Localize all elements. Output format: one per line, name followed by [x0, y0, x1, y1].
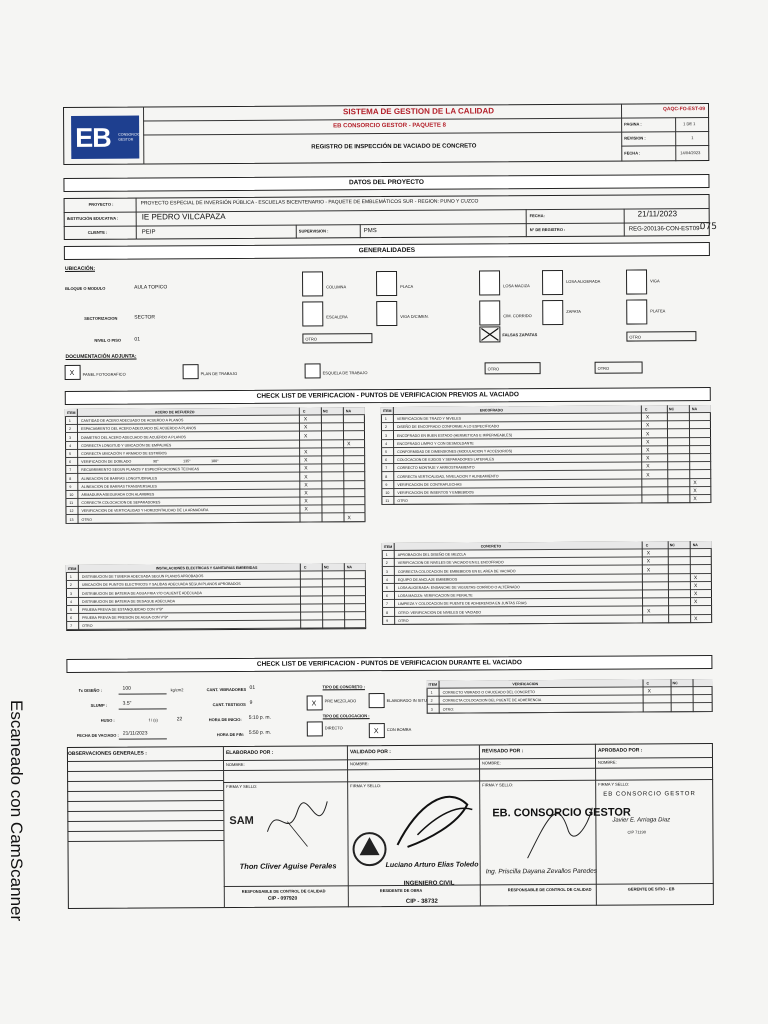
- row-number: 3: [69, 591, 72, 596]
- checkbox-falsas-zapatas[interactable]: [479, 326, 500, 342]
- mark-na[interactable]: X: [693, 583, 698, 590]
- section-checklist-previo: CHECK LIST DE VERIFICACION - PUNTOS DE VERIFICACION PREVIOS AL VACIADO: [65, 387, 711, 405]
- row-number: 7: [386, 602, 389, 607]
- table-encofrado: [381, 405, 712, 505]
- supervision-label: SUPERVISION :: [298, 228, 329, 234]
- row-description: ALINEACION DE BARRAS TRANSVERSALES: [81, 484, 157, 489]
- mark-c[interactable]: X: [646, 447, 650, 454]
- mark-c[interactable]: X: [645, 414, 650, 421]
- row-description: DISEÑO DE ENCOFRADO CONFORME A LO ESPECIFICADO: [396, 424, 500, 430]
- row-number: 3: [69, 435, 72, 440]
- row-description: ESPACIAMIENTO DEL ACERO ADECUADO DE ACUERDO A PLANOS: [80, 426, 197, 432]
- row-number: 5: [385, 450, 388, 455]
- vaciado-date-label: FECHA DE VACIADO :: [76, 732, 119, 738]
- row-description: OTRO: [397, 499, 408, 504]
- hora-inicio-value: 5:10 p. m.: [248, 714, 271, 721]
- stamp2-title: INGENIERO CIVIL: [403, 880, 455, 887]
- row-description: EQUIPO DE ANCLAJE EMBEBIDOS: [397, 577, 458, 582]
- row-description: VERIFICACION DE TRAZO Y NIVELES: [396, 416, 462, 422]
- mark-na[interactable]: X: [693, 496, 697, 503]
- label-zapata: ZAPATA: [566, 308, 581, 314]
- row-description: CORRECTA UBICACIÓN Y ARMADO DE ESTRIBOS: [81, 451, 167, 456]
- nc-header: NC: [323, 565, 330, 570]
- checkbox-losa-aligerada[interactable]: [542, 270, 563, 295]
- column-divider: [643, 679, 644, 712]
- row-number: 6: [70, 616, 73, 621]
- label-placa: PLACA: [400, 283, 414, 289]
- checkbox-elaborado-in-situ[interactable]: [369, 693, 385, 708]
- row-description: CORRECTA COLOCACION DEL PUENTE DE ADHERENCIA: [442, 698, 542, 704]
- registro-handwritten: 075: [699, 222, 717, 233]
- tipo-colocacion-label: TIPO DE COLOCACION :: [322, 713, 370, 719]
- label-losa-aligerada: LOSA ALIGERADA: [566, 278, 601, 284]
- project-date-value: 21/11/2023: [637, 209, 678, 219]
- mark-na[interactable]: X: [693, 479, 697, 486]
- firma-label-1: FIRMA Y SELLO:: [226, 783, 258, 790]
- row-number: 10: [385, 491, 390, 496]
- title-header: ACERO DE REFUERZO: [154, 410, 195, 415]
- mark-c[interactable]: X: [304, 482, 308, 489]
- checkbox-cim-corrido[interactable]: [479, 300, 500, 325]
- checkbox-escalera[interactable]: [302, 301, 323, 326]
- nc-header: NC: [668, 407, 675, 412]
- row-description: CORRECTA COLOCACION DE SEPARADORES: [81, 500, 161, 506]
- section-checklist-durante: CHECK LIST DE VERIFICACION - PUNTOS DE VERIFICACION DURANTE EL VACIADO: [66, 655, 712, 673]
- row-number: 7: [69, 468, 72, 473]
- mark-c[interactable]: X: [304, 474, 308, 481]
- header-date-label: FECHA :: [624, 150, 641, 156]
- proyecto-value: PROYECTO ESPECIAL DE INVERSIÓN PÚBLICA - ESCUELAS BICENTENARIO - PAQUETE DE EMBLEMÁTICOS SUR - REGION: PUNO Y CUZCO: [140, 198, 479, 207]
- na-header: NA: [346, 565, 353, 570]
- c-header: C: [646, 681, 650, 686]
- row-description: CORRECTA VERTICALIDAD, NIVELACION Y ALINEAMIENTO: [397, 473, 499, 479]
- c-header: C: [302, 409, 306, 414]
- row-description: PRUEBA PREVIA DE PRESION DE AGUA CON V°B°: [82, 615, 169, 621]
- row-number: 6: [385, 594, 389, 599]
- checkbox-losa-maciza[interactable]: [479, 270, 500, 295]
- label-premezclado: PRE MEZCLADO: [324, 698, 357, 704]
- field-doc-otro-2[interactable]: [595, 361, 643, 373]
- mark-c[interactable]: X: [304, 498, 308, 505]
- row-description: OTRO: [81, 517, 92, 522]
- row-description: LOSA MACIZA: VERIFICACION DE PERALTE: [397, 593, 473, 599]
- label-columna: COLUMNA: [326, 284, 347, 290]
- label-platea: PLATEA: [650, 308, 666, 314]
- row-description: CORRECTO VIBRADO O CHUCEADO DEL CONCRETO: [442, 690, 535, 695]
- row-description: ENCOFRADO EN BUEN ESTADO (HERMETICAS E IMPERMEABLES): [397, 432, 513, 438]
- label-directo: DIRECTO: [324, 725, 343, 731]
- row-description: PRUEBA PREVIA DE ESTANQUEIDAD CON V°B°: [82, 607, 164, 612]
- mark-c[interactable]: X: [646, 558, 651, 565]
- role-aprobado: GERENTE DE SITIO - EB: [627, 886, 675, 892]
- column-divider: [439, 681, 440, 714]
- mark-c[interactable]: X: [303, 433, 308, 440]
- row-number: 8: [386, 610, 389, 615]
- section-project-data: DATOS DEL PROYECTO: [63, 174, 709, 192]
- row-description: CORRECTA LONGITUD Y UBICACIÓN DE EMPALMES: [81, 443, 172, 448]
- row-description: OTRO: VERIFICACION DE NIVELES DE VACIADO: [398, 610, 482, 615]
- huso-label: HUSO :: [100, 717, 115, 723]
- row-description: UBICACIÓN DE PUNTOS ELECTRICOS Y SALIDAS ADECUADA SEGUN PLANOS APROBADOS: [81, 582, 241, 588]
- scanner-watermark: [4, 700, 28, 1000]
- row-description: DISTRIBUCION DE TUBERIA ADECUADA SEGUN PLANOS APROBADOS: [81, 574, 204, 580]
- row-number: 3: [385, 433, 388, 438]
- row-description: DISTRIBUCION DE BATERIA DE DESAGUE ADECUADA: [82, 599, 176, 604]
- mark-c[interactable]: X: [647, 608, 651, 615]
- mark-c[interactable]: X: [303, 424, 308, 431]
- item-header: ITEM: [383, 544, 393, 550]
- field-otro-2[interactable]: [626, 331, 696, 341]
- vibradores-label: CANT. VIBRADORES: [206, 686, 247, 693]
- row-number: 2: [68, 427, 71, 432]
- role-elaborado: RESPONSABLE DE CONTROL DE CALIDAD: [241, 888, 326, 894]
- row-description: ENCOFRADO LIMPIO Y CON DESMOLDANTE: [397, 441, 474, 446]
- row-description: LIMPIEZA Y COLOCACION DE PUENTE DE ADHERENCIA EN JUNTAS FRIAS: [398, 601, 527, 607]
- checkbox-placa[interactable]: [376, 271, 397, 296]
- checkbox-plan-trabajo[interactable]: [183, 364, 199, 379]
- row-description: CORRECTO MONTAJE Y ARRIOSTRAMIENTO: [397, 465, 475, 471]
- stamp1-name: Thon Cliver Aguise Perales: [239, 861, 337, 871]
- row-description: CONFORMIDAD DE DIMENSIONES (MODULACION Y ACCESORIOS): [397, 449, 513, 454]
- na-header: NA: [345, 409, 352, 414]
- title-header: ENCOFRADO: [479, 408, 504, 413]
- sam-logo-text: SAM: [229, 814, 254, 827]
- form-code: QAQC-FO-EST-09: [663, 106, 705, 113]
- row-number: 8: [69, 476, 72, 481]
- pagina-label: PAGINA :: [624, 121, 642, 127]
- hora-fin-label: HORA DE FIN:: [216, 731, 245, 738]
- field-otro-1[interactable]: [302, 333, 372, 343]
- pagina-value: 1 DE 1: [683, 121, 696, 127]
- stamp4-title: EB CONSORCIO GESTOR: [603, 791, 696, 798]
- row-number: 1: [430, 690, 433, 695]
- mark-c[interactable]: X: [646, 550, 651, 557]
- label-esquela: ESQUELA DE TRABAJO: [322, 370, 368, 376]
- row-number: 6: [385, 458, 388, 463]
- label-panel-fotografico: PANEL FOTOGRAFICO: [82, 371, 126, 377]
- consortium-title: EB CONSORCIO GESTOR - PAQUETE 8: [333, 122, 446, 130]
- row-number: 1: [384, 417, 387, 422]
- registro-value: REG-200136-CON-EST09-: [628, 226, 702, 233]
- column-divider: [671, 679, 672, 712]
- item-header: ITEM: [428, 682, 438, 687]
- huso-value: 22: [176, 716, 183, 723]
- row-number: 2: [69, 583, 72, 588]
- role-validado: RESIDENTE DE OBRA: [379, 887, 423, 894]
- mark-na[interactable]: X: [693, 591, 698, 598]
- signature-validado: [387, 784, 477, 855]
- row-number: 4: [385, 577, 388, 582]
- row-number: 1: [385, 553, 388, 558]
- validado-label: VALIDADO POR :: [349, 749, 391, 756]
- proyecto-label: PROYECTO :: [88, 201, 114, 207]
- checkbox-columna[interactable]: [302, 271, 323, 296]
- mark-c[interactable]: X: [646, 439, 650, 446]
- huso-unit: f / (s): [148, 717, 158, 723]
- nivel-label: NIVEL O PISO: [94, 337, 122, 343]
- row-number: 11: [69, 501, 74, 506]
- title-header: CONCRETO: [480, 544, 502, 549]
- row-description: VERIFICACION DE NIVELES DE VACIADO EN EL ENCOFRADO: [397, 560, 504, 566]
- label-viga-cimen: VIGA D/CIMEN.: [400, 313, 429, 319]
- row-description: OTRO: [398, 618, 409, 623]
- row-number: 10: [69, 492, 74, 497]
- mark-na[interactable]: X: [347, 514, 351, 521]
- doblado-angle: 135°: [183, 459, 191, 464]
- mark-na[interactable]: X: [694, 615, 698, 622]
- slump-value: 3.5": [122, 700, 132, 707]
- label-cim-corrido: CIM. CORRIDO: [503, 313, 532, 319]
- mark-c[interactable]: X: [645, 422, 650, 429]
- row-number: 5: [69, 451, 72, 456]
- field-doc-otro-1[interactable]: [485, 362, 541, 374]
- signature-revisado: [507, 788, 597, 869]
- testigos-value: 9: [249, 699, 253, 706]
- row-number: 9: [69, 484, 72, 489]
- row-description: CANTIDAD DE ACERO ADECUADO DE ACUERDO A PLANOS: [80, 418, 184, 424]
- ie-value: IE PEDRO VILCAPAZA: [141, 212, 226, 222]
- c-header: C: [645, 543, 649, 548]
- logo-subtext: CONSORCIO GESTOR: [118, 132, 141, 142]
- form-title: REGISTRO DE INSPECCIÓN DE VACIADO DE CONCRETO: [311, 143, 477, 151]
- doblado-angle: 180°: [211, 459, 219, 464]
- row-number: 11: [385, 499, 390, 504]
- row-number: 8: [385, 474, 388, 479]
- label-con-bomba: CON BOMBA: [386, 726, 412, 733]
- seal-emblem-icon: [351, 827, 387, 877]
- row-description: VERIFICACION DE CONTRAFLECHAS: [397, 482, 462, 487]
- revisado-label: REVISADO POR :: [481, 748, 524, 755]
- row-number: 7: [385, 466, 388, 471]
- nc-header: NC: [669, 543, 675, 548]
- testigos-label: CANT. TESTIGOS: [212, 701, 246, 708]
- stamp1-cip: CIP - 097920: [267, 895, 298, 902]
- row-number: 9: [385, 482, 388, 487]
- row-number: 5: [385, 586, 388, 591]
- mark-c[interactable]: X: [303, 416, 308, 423]
- label-elaborado: ELABORADO IN SITU: [386, 697, 427, 704]
- checkbox-zapata[interactable]: [542, 300, 563, 325]
- checkbox-platea[interactable]: [626, 299, 647, 324]
- row-description: ALINEACION DE BARRAS LONGITUDINALES: [81, 476, 158, 481]
- ie-label: INSTITUCIÓN EDUCATIVA :: [66, 215, 119, 221]
- nc-header: NC: [672, 681, 678, 686]
- c-header: C: [644, 407, 648, 412]
- na-header: NA: [692, 543, 698, 548]
- hora-fin-value: 5:50 p. m.: [248, 729, 272, 736]
- bloque-label: BLOQUE O MODULO: [65, 285, 106, 291]
- row-number: 13: [69, 517, 74, 522]
- cliente-label: CLIENTE :: [87, 229, 108, 235]
- inspection-form-sheet: [63, 103, 717, 919]
- mark-c[interactable]: X: [304, 490, 308, 497]
- firma-label-4: FIRMA Y SELLO:: [598, 781, 630, 787]
- stamp2-cip: CIP - 38732: [405, 898, 438, 905]
- fc-value: 100: [122, 685, 131, 692]
- registro-label: N° DE REGISTRO :: [529, 226, 566, 233]
- row-description: VERIFICACION DE DOBLADO: [81, 459, 132, 465]
- checkbox-viga-cimen[interactable]: [376, 301, 397, 326]
- row-number: 2: [430, 699, 433, 704]
- row-description: OTRO:: [442, 707, 455, 712]
- checkbox-panel-fotografico[interactable]: [65, 365, 81, 380]
- checkbox-directo[interactable]: [307, 721, 323, 736]
- mark-bomba: X: [373, 728, 379, 736]
- label-plan-trabajo: PLAN DE TRABAJO: [200, 370, 238, 377]
- hora-inicio-label: HORA DE INICIO:: [208, 716, 242, 723]
- nombre-label-3: NOMBRE:: [481, 760, 501, 766]
- row-number: 3: [430, 707, 433, 712]
- row-description: ARMADURA ASEGURADA CON ALAMBRES: [81, 492, 155, 497]
- mark-c[interactable]: X: [647, 688, 651, 695]
- row-description: DISTRIBUCION DE BATERIA DE AGUA FRIA Y/O CALIENTE ADECUADA: [81, 590, 202, 596]
- mark-c[interactable]: X: [646, 472, 650, 479]
- row-description: VERIFICACION DE INSERTOS Y EMBEBIDOS: [397, 490, 474, 495]
- row-description: VERIFICACION DE VERTICALIDAD Y HORIZONTALIDAD DE LA ARMADURA: [81, 508, 209, 514]
- stamp4-cip: CIP 71190: [627, 829, 647, 835]
- sector-value: SECTOR: [134, 314, 156, 321]
- row-number: 12: [69, 509, 74, 514]
- mark-na[interactable]: X: [693, 574, 698, 581]
- mark-c[interactable]: X: [304, 506, 308, 513]
- logo-eb-text: EB: [75, 122, 111, 153]
- row-number: 1: [69, 575, 72, 580]
- project-date-label: FECHA:: [529, 213, 545, 219]
- mark-c[interactable]: X: [646, 455, 650, 462]
- row-number: 5: [70, 607, 73, 612]
- firma-label-2: FIRMA Y SELLO:: [350, 783, 382, 789]
- row-number: 4: [385, 441, 388, 446]
- row-number: 3: [385, 569, 388, 574]
- mark-c[interactable]: X: [646, 567, 651, 574]
- mark-c[interactable]: X: [645, 431, 650, 438]
- label-otro-1: OTRO: [305, 336, 317, 342]
- vaciado-date-value: 21/11/2023: [122, 730, 148, 737]
- eb-logo: [71, 116, 139, 159]
- cliente-value: PEIP: [141, 229, 156, 236]
- mark-na[interactable]: X: [347, 441, 351, 448]
- mark-panel: X: [69, 369, 75, 377]
- table-concreto: [382, 541, 712, 625]
- checkbox-esquela[interactable]: [305, 363, 321, 378]
- stamp3-name: Ing. Priscilla Dayana Zevallos Paredes: [485, 867, 597, 876]
- title-header: VERIFICACION: [512, 682, 539, 687]
- checkbox-con-bomba[interactable]: [369, 723, 385, 738]
- supervision-value: PMS: [363, 228, 377, 235]
- label-viga: VIGA: [650, 278, 660, 284]
- item-header: ITEM: [67, 566, 77, 571]
- signature-elaborado: [257, 791, 337, 851]
- fc-unit: kg/cm2: [170, 687, 184, 693]
- na-header: NA: [691, 407, 698, 412]
- row-number: 7: [70, 624, 73, 629]
- row-number: 4: [69, 443, 72, 448]
- label-escalera: ESCALERA: [326, 314, 348, 320]
- nombre-label-4: NOMBRE:: [597, 759, 617, 765]
- row-description: COLOCACION DE EJIDOS Y SEPARADORES LATERALES: [397, 457, 495, 463]
- elaborado-label: ELABORADO POR :: [225, 749, 274, 757]
- c-header: C: [303, 565, 307, 570]
- nivel-value: 01: [134, 336, 141, 343]
- system-title: SISTEMA DE GESTION DE LA CALIDAD: [343, 106, 495, 117]
- row-number: 2: [384, 425, 387, 430]
- stamp4-name: Javier E. Arriaga Diaz: [612, 817, 671, 824]
- mark-c[interactable]: X: [304, 449, 308, 456]
- row-number: 6: [69, 460, 72, 465]
- item-header: ITEM: [66, 410, 76, 415]
- title-header: INSTALACIONES ELECTRICAS Y SANITARIAS EMBEBIDAS: [155, 565, 258, 571]
- ubicacion-label: UBICACIÓN:: [64, 265, 96, 272]
- sam-logo: [229, 814, 255, 834]
- row-description: APROBACION DEL DISEÑO DE MEZCLA: [397, 552, 466, 558]
- row-description: CORRECTA COLOCACION DE EMBEBIDOS EN EL AREA DE VACIADO: [397, 568, 516, 574]
- checkbox-premezclado[interactable]: [307, 695, 323, 710]
- row-description: LOSA ALIGERADA: ENSANCHE DE VIGUETAS CORRIDO O ALTERNADO: [397, 585, 520, 590]
- role-revisado: RESPONSABLE DE CONTROL DE CALIDAD: [507, 886, 592, 893]
- table-acero-refuerzo: [65, 407, 366, 524]
- sector-label: SECTORIZACION: [84, 315, 118, 321]
- nombre-label-1: NOMBRE:: [226, 761, 245, 768]
- vibradores-value: 01: [249, 684, 256, 691]
- revision-value: 1: [691, 135, 694, 141]
- mark-na[interactable]: X: [694, 599, 698, 606]
- section-generalidades: GENERALIDADES: [64, 242, 710, 260]
- doblado-angle: 90°: [153, 459, 159, 464]
- label-otro-2: OTRO: [629, 334, 641, 340]
- fc-label: f'c DISEÑO :: [78, 687, 102, 693]
- row-number: 1: [68, 419, 71, 424]
- row-description: OTRO: [82, 624, 93, 629]
- checkbox-viga[interactable]: [626, 269, 647, 294]
- row-description: RECUBRIMIENTO SEGUN PLANOS Y ESPECIFICACIONES TECNICAS: [81, 467, 200, 473]
- row-number: 4: [70, 599, 73, 604]
- row-number: 9: [386, 618, 389, 623]
- mark-c[interactable]: X: [304, 457, 308, 464]
- stamp2-name: Luciano Arturo Elias Toledo: [385, 861, 479, 870]
- aprobado-label: APROBADO POR :: [597, 747, 643, 754]
- label-losa-maciza: LOSA MACIZA: [503, 283, 530, 289]
- nc-header: NC: [322, 409, 329, 414]
- documentacion-label: DOCUMENTACIÓN ADJUNTA:: [65, 353, 137, 360]
- observaciones-label: OBSERVACIONES GENERALES :: [67, 750, 147, 757]
- mark-premezclado: X: [311, 700, 317, 708]
- label-doc-otro-2: OTRO: [597, 365, 610, 371]
- row-description: DIAMETRO DEL ACERO ADECUADO DE ACUERDO A PLANOS: [81, 434, 186, 440]
- mark-c[interactable]: X: [304, 465, 308, 472]
- mark-na[interactable]: X: [693, 488, 697, 495]
- label-falsas-zapatas: FALSAS ZAPATAS: [502, 332, 538, 338]
- table-verificacion: [427, 679, 713, 714]
- tipo-concreto-label: TIPO DE CONCRETO :: [322, 684, 365, 690]
- label-doc-otro-1: OTRO: [487, 366, 500, 372]
- header-date-value: 14/04/2023: [680, 150, 701, 156]
- revision-label: REVISION :: [624, 135, 646, 141]
- column-divider: [693, 679, 694, 712]
- cross-mark-icon: [480, 327, 499, 341]
- row-number: 2: [385, 561, 388, 566]
- mark-c[interactable]: X: [646, 463, 650, 470]
- firma-label-3: FIRMA Y SELLO:: [482, 782, 514, 788]
- nombre-label-2: NOMBRE:: [350, 761, 369, 767]
- table-instalaciones: [66, 563, 366, 630]
- slump-label: SLUMP :: [90, 702, 108, 708]
- item-header: ITEM: [382, 408, 392, 414]
- bloque-value: AULA TOPICO: [134, 284, 168, 291]
- scanner-watermark-text: Escaneado con CamScanner: [7, 700, 26, 922]
- stamp3-company: EB. CONSORCIO GESTOR: [492, 806, 631, 820]
